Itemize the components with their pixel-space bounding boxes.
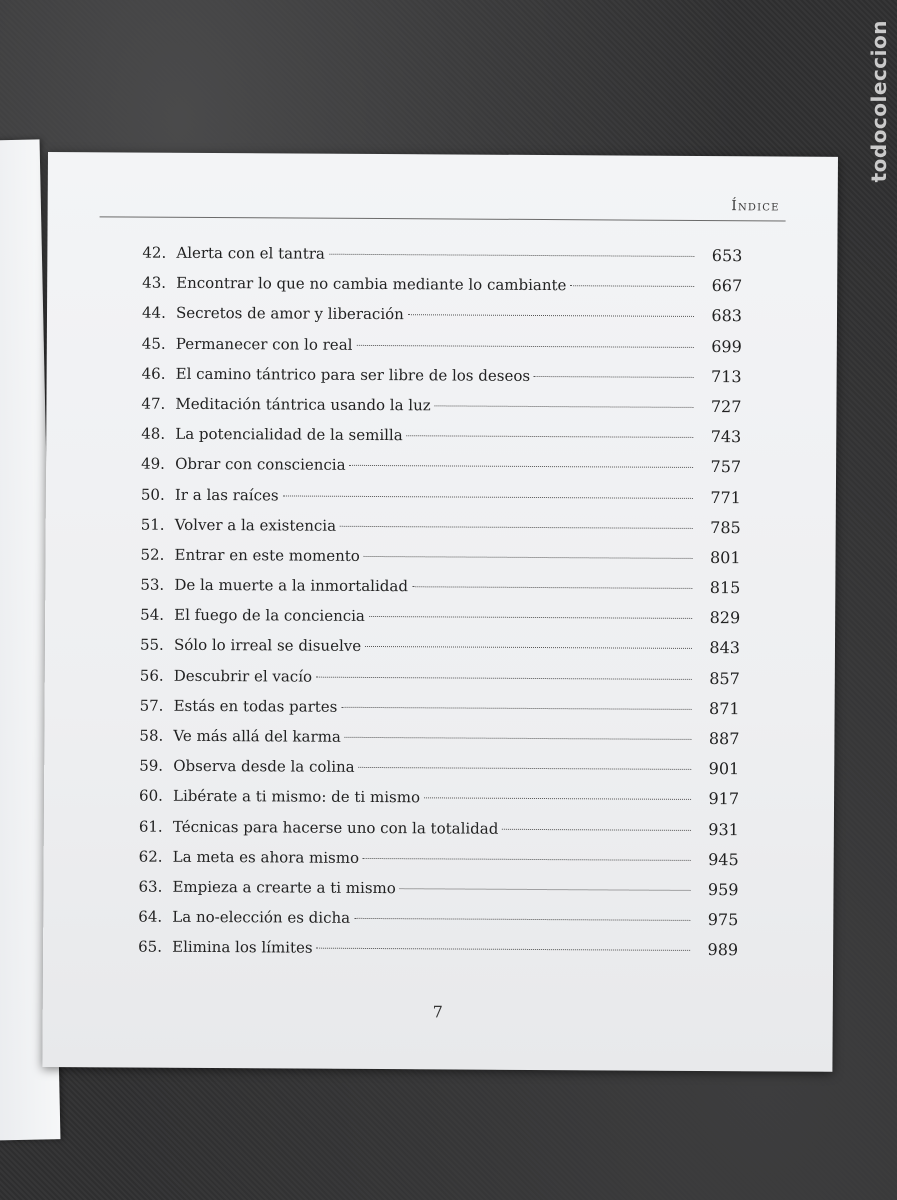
toc-entry-number: 55. [139,636,164,655]
toc-entry-page: 727 [710,396,742,417]
toc-entry-number: 56. [139,666,164,685]
toc-leader-dots [435,405,694,408]
toc-entry-title: Técnicas para hacerse uno con la totalidad [172,817,499,838]
toc-leader-dots [329,254,694,257]
toc-entry-title: Volver a la existencia [174,515,337,535]
toc-row [140,575,740,609]
toc-entry-title: El camino tántrico para ser libre de los deseos [175,364,531,385]
toc-leader-dots [570,285,694,287]
toc-row [139,695,739,729]
book-page [42,152,838,1072]
toc-entry-page: 843 [709,638,741,658]
toc-entry-title: Permanecer con lo real [175,334,353,354]
toc-entry-page: 757 [710,457,742,477]
toc-entry-number: 48. [141,424,166,443]
toc-leader-dots [350,465,694,468]
toc-entry-number: 59. [139,756,164,775]
toc-entry-title: Obrar con consciencia [175,455,346,475]
toc-entry-page: 785 [710,517,741,537]
toc-row [139,786,739,820]
toc-leader-dots [341,707,691,710]
toc-leader-dots [356,344,693,347]
toc-entry-title: Encontrar lo que no cambia mediante lo cambiante [176,273,567,295]
toc-entry-number: 51. [140,515,165,534]
toc-entry-title: Entrar en este momento [174,545,360,565]
toc-leader-dots [400,888,691,891]
toc-entry-number: 50. [140,485,165,504]
toc-entry-title: Sólo lo irreal se disuelve [173,636,362,656]
toc-entry-number: 46. [141,364,166,383]
toc-leader-dots [408,315,694,318]
toc-entry-number: 49. [141,454,166,474]
toc-entry-title: La no-elección es dicha [172,907,351,927]
toc-entry-number: 60. [139,786,163,806]
toc-entry-page: 901 [708,759,740,779]
toc-leader-dots [283,495,693,499]
toc-leader-dots [424,798,691,801]
toc-entry-title: Ve más allá del karma [173,726,341,746]
toc-row [138,877,738,911]
toc-row [139,726,739,760]
toc-entry-number: 65. [138,937,163,957]
toc-entry-number: 63. [138,877,163,896]
page-header-title: Índice [731,198,780,215]
toc-entry-page: 887 [708,729,740,749]
toc-leader-dots [364,556,693,559]
toc-leader-dots [502,828,691,830]
toc-entry-title: El fuego de la conciencia [174,606,365,626]
toc-entry-page: 931 [708,819,739,839]
toc-entry-title: Elimina los límites [172,938,313,957]
toc-row [140,665,740,699]
toc-entry-page: 959 [707,879,739,900]
toc-leader-dots [316,676,692,679]
toc-row [141,484,741,518]
toc-row [142,363,742,397]
toc-entry-title: La meta es ahora mismo [172,847,360,867]
toc-entry-title: Meditación tántrica usando la luz [175,394,431,415]
toc-row [141,514,741,548]
toc-entry-title: Descubrir el vacío [173,666,313,686]
toc-row [139,816,739,850]
toc-entry-page: 815 [709,578,741,598]
toc-row [138,937,738,971]
toc-entry-page: 743 [710,427,742,447]
toc-entry-number: 52. [140,545,165,564]
toc-leader-dots [340,525,693,528]
toc-entry-number: 64. [138,907,163,926]
toc-row [141,454,741,488]
toc-entry-page: 857 [709,668,740,688]
toc-entry-page: 699 [711,336,742,356]
toc-entry-title: Estás en todas partes [173,696,338,716]
toc-entry-number: 43. [142,273,167,292]
toc-row [142,243,742,277]
toc-leader-dots [345,737,692,740]
toc-entry-page: 945 [708,849,739,869]
toc-entry-title: Ir a las raíces [174,485,279,504]
toc-entry-title: La potencialidad de la semilla [175,424,403,445]
toc-leader-dots [534,376,694,378]
toc-leader-dots [354,918,690,921]
toc-entry-number: 47. [141,394,166,413]
toc-leader-dots [369,616,692,619]
toc-entry-title: Libérate a ti mismo: de ti mismo [173,787,421,807]
toc-leader-dots [317,948,691,951]
toc-row [140,605,740,639]
toc-entry-page: 801 [709,547,741,568]
toc-entry-number: 58. [139,726,164,745]
toc-row [140,544,740,578]
page-number: 7 [432,1002,443,1022]
toc-entry-number: 62. [138,847,163,866]
toc-entry-page: 683 [711,306,743,326]
toc-row [138,907,738,941]
toc-entry-page: 653 [711,246,743,266]
toc-row [139,846,739,880]
toc-entry-number: 45. [141,334,166,353]
toc-entry-number: 42. [142,243,167,262]
header-rule [100,216,786,221]
toc-row [142,333,742,367]
toc-entry-page: 667 [711,276,743,296]
toc-entry-title: Empieza a crearte a ti mismo [172,877,396,898]
toc-row [141,424,741,458]
toc-entry-page: 975 [707,910,739,930]
toc-leader-dots [363,858,691,861]
watermark: todocoleccion [867,20,891,183]
toc-entry-number: 44. [141,303,166,323]
toc-row [141,394,741,428]
toc-leader-dots [412,586,692,589]
toc-entry-title: Observa desde la colina [173,756,355,777]
toc-entry-page: 871 [709,698,740,719]
toc-entry-page: 917 [708,789,740,809]
toc-row [142,273,742,307]
toc-entry-page: 771 [710,487,741,507]
toc-entry-page: 829 [709,608,741,628]
toc-entry-number: 57. [139,696,164,715]
toc-row [142,303,742,337]
table-of-contents [138,243,742,971]
toc-entry-title: Secretos de amor y liberación [175,304,404,324]
toc-entry-title: Alerta con el tantra [176,243,325,263]
toc-leader-dots [407,435,694,438]
toc-leader-dots [365,646,692,649]
toc-entry-number: 54. [140,605,165,624]
toc-entry-title: De la muerte a la inmortalidad [174,575,409,596]
toc-leader-dots [359,767,692,770]
toc-entry-number: 61. [138,817,163,836]
toc-row [139,756,739,790]
toc-entry-page: 989 [707,940,739,960]
toc-row [140,635,740,669]
toc-entry-page: 713 [711,366,742,386]
toc-entry-number: 53. [140,575,165,594]
